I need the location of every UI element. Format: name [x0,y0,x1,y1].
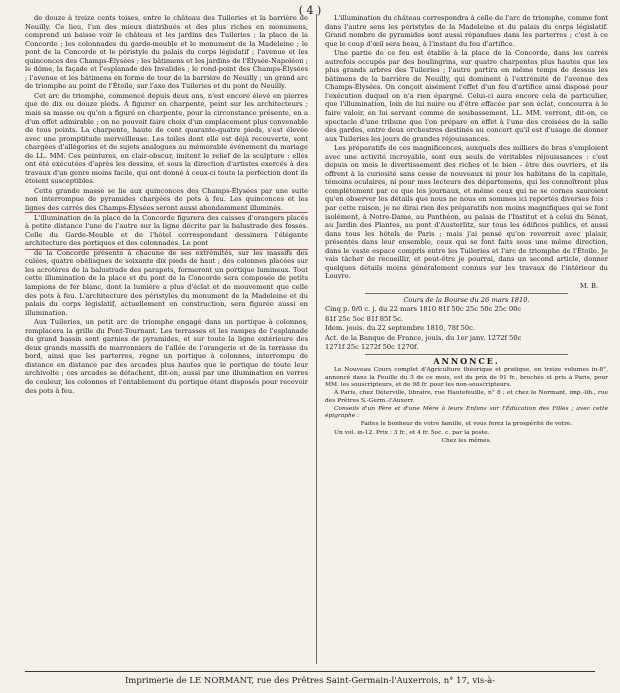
page-number: ( 4 ) [298,4,322,17]
annonce-heading: ANNONCE. [433,355,500,366]
bourse-heading: Cours de la Bourse du 26 mars 1810. [403,295,530,304]
right-column [325,14,608,674]
left-column [25,14,308,670]
paragraph: Cette grande masse se lie aux quinconces des Champs-Élysées par une suite non interrompue de pyramides chargées de pots à feu. Les quinconces et les lignes des carrés des Champs-Élysées seront aussi abondamment illuminés. [25,186,308,213]
signature: M. B. [579,281,598,290]
section-rule [365,293,568,294]
annonce-paragraph: Chez les mêmes. [441,438,492,444]
column-divider [316,14,317,664]
paragraph: Cet arc de triomphe, commencé depuis deux ans, n'est encore élevé en pierres que de dix ou douze pieds. À figurer en charpente, peint sur les architecteurs ; mais sa masse ou qu'on a figuré en charpente, pour la circonstance présente, en a d'un effet admirable ; on ne pouvoit faire choix d'un emplacement plus convenable de tous points. La charpente, haute de cent quarante-quatre pieds, s'est élevée avec une promptitude merveilleuse. Les toiles dont elle est déjà recouverte, sont chargées d'allégories et de sujets analogues au mémorable événement du mariage de LL. MM. Ces peintures, en clair-obscur, imitent le relief de la sculpture : elles ont été exécutées d'après les dessins, et sous la direction d'artistes exercés à des travaux d'un genre moins facile, qui ont donné à ceux-ci toute la perfection dont ils étoient susceptibles. [25,91,308,186]
highlighted-paragraph: L'illumination de la place de la Concorde figurera des caisses d'orangers placés à petite distance l'une de l'autre sur la ligne décrite par la balustrade des fossés. Celle du Garde-Meuble et de l'hôtel correspondant dessinera l'élégante architecture des portiques et des colonnades. Le pont [25,213,308,248]
footer-rule [25,671,595,672]
annonce-paragraph: Conseils d'un Père et d'une Mère à leurs Enfans sur l'Éducation des Filles ; avec cette épigraphe : [325,405,608,420]
paragraph: Les préparatifs de ces magnificences, auxquels des milliers de bras s'emploient avec une activité incroyable, sont eux seuls de véritables réjouissances : c'est depuis on mois le divertissement des riches et le bien - être des ouvriers, et ils offrent à la curiosité sans cesse de nouveaux ni pour les habitans de la capitale, témoins oculaires, ni pour mes lecteurs des départemens, qui les connoîtront plus complètement par ce que les journaux, et même ceux qui ne se cornes sauroient qu'en observer les détails que nous ne nous en sommes ici reportés diverses fois : par cette raison, je ne dirai rien des préparatifs non moins magnifiques qui se font isolément, à Notre-Dame, au Panthéon, au palais de l'Institut et à celui du Sénat, au Jardin des Plantes, au pont d'Austerlitz, sur tous les édifices publics, et aussi dans tous les hôtels de Paris ; mais j'ai pensé qu'on reverroit avec plaisir, présentés dans leur ensemble, ceux qui se font faits sous une même direction, dans le vaste espace compris entre les Tuileries et l'arc de triomphe de l'Étoile. Je vais tâcher de recueillir, et peut-être je pourrai, dans un second article, donner quelques détails moins généralement connus sur les travaux de l'intérieur du Louvre. [325,144,608,281]
bourse-line: Idem. jouis. du 22 septembre 1810, 78f 50c. [325,324,476,333]
bourse-line: 1271f 25c 1272f 50c 1270f. [325,343,419,352]
annonce-paragraph: Le Nouveau Cours complet d'Agriculture théorique et pratique, en treize volumes in-8°, annoncé dans la Feuille du 5 de ce mois, est du prix de 91 fr., brochés et pris à Paris, pour MM. les souscripteurs, et de 98 fr. pour les non-souscripteurs. [325,367,608,388]
paragraph: de la Concorde présente à chacune de ses extrémités, sur les massifs des culées, quatre obélisques de soixante dix pieds de haut ; des colonnes placées sur les acrotères de la balustrade des parapets, formeront un portique lumineux. Tout cette illumination de la place et du pont de la Concorde sera composée de petits lampions de fer blanc, dont la lumière a plus d'éclat et de mouvement que celle des pots à feu. L'architecture des péristyles du monument de la Madeleine et du palais du corps législatif, actuellement en construction, sera figurée aussi en illumination. [25,248,308,317]
annonce-paragraph: À Paris, chez Déterville, libraire, rue Hautefeuille, n° 8 ; et chez le Normant, imp.-lib., rue des Prêtres S.-Germ.-l'Auxerr. [325,390,608,404]
paragraph: de douze à treize cents toises, entre le château des Tuileries et la barrière de Neuilly. Ce lieu, l'un des mieux distribués et des plus riches en monumens, comprend un baisse voir le château et les jardins des Tuileries ; la place de la Concorde ; les colonnades du garde-meuble et le monument de la Madeleine ; le pont de la Concorde et le péristyle du palais du corps législatif ; l'avenue et les quinconces des Champs-Élysées ; les bâtimens et les jardins de l'Élysée-Napoléon ; le dôme, la façade et l'esplanade des Invalides ; le rond-point des Champs-Élysées ; l'avenue et les bâtimens en forme de tour de la barrière de Neuilly ; un grand arc de triomphe au point de l'Étoile, sur l'axe des Tuileries et du pont de Neuilly. [25,14,308,91]
bourse-line: Act. de la Banque de France, jouis. du 1er janv. 1272f 50c [325,333,522,342]
bourse-line: 81f 25c 5oc 81f 85f 5c. [325,314,403,323]
annonce-epigraph: Faites le bonheur de votre famille, et vous ferez la prospérité de votre. [360,421,573,428]
paragraph: L'illumination du château correspondra à celle de l'arc de triomphe, comme font dans l'autre sens les péristyles de la Madeleine et du palais du corps législatif. Grand nombre de pyramides sont aussi répandues dans les parterres ; c'est à ce que le coup d'œil sera beau, à l'instant du feu d'artifice. [325,14,608,48]
annonce-paragraph: Un vol. in-12. Prix : 3 fr., et 4 fr. 5oc. c. par la poste. [334,429,490,436]
bourse-line: Cinq p. 0/0 c. j. du 22 mars 1810 81f 50c 25c 50c 25c 00c [325,305,522,314]
paragraph: Une partie de ce feu est établie à la place de la Concorde, dans les carrés autrefois occupés par des boulingrins, sur quatre charpentes plus hautes que les plus grands arbres des Tuileries ; l'autre partira en même temps de dessus les bâtimens de la barrière de Neuilly, qui dominent à l'extrémité de l'avenue des Champs-Élysées. On conçoit aisément l'effet d'un feu d'artifice ainsi disposé pour l'exécution duquel on n'a rien épargné. Celui-ci aura encore cela de particulier, que l'illumination, loin de lui nuire ou d'être effacée par son éclat, concourra à le faire valoir, en lui servant comme de soubassement. LL. MM. verront, dit-on, ce spectacle d'une tribune que l'on prépare en effet à l'une des croisées de la salle des gardes, entre deux orchestres destinés au concert qu'il est d'usage de donner aux Tuileries les jours de grandes réjouissances. [325,49,608,143]
section-rule [365,354,568,355]
paragraph: Aux Tuileries, un petit arc de triomphe engagé dans un portique à colonnes, remplacera la grille du Pont-Tournant. Les terrasses et les rampes de l'esplanade du grand bassin sont garnies de pyramides, et sur toute la ligne extérieure des deux grands massifs de marronniers de l'allée de l'orangerie et de la terrasse du bord, ainsi que les parterres, règne un portique à colonnes, interrompu de distance en distance par des arcades plus hautes que le portique de toute leur archivolte ; ces arcades se détachent, dit-on, aussi par une illumination en verres de couleur, les colonnes et l'entablement du portique étant disposés pour recevoir des pots à feu. [25,318,308,395]
imprint-line: Imprimerie de LE NORMANT, rue des Prêtres Saint-Germain-l'Auxerrois, n° 17, vis-à- [124,676,496,686]
